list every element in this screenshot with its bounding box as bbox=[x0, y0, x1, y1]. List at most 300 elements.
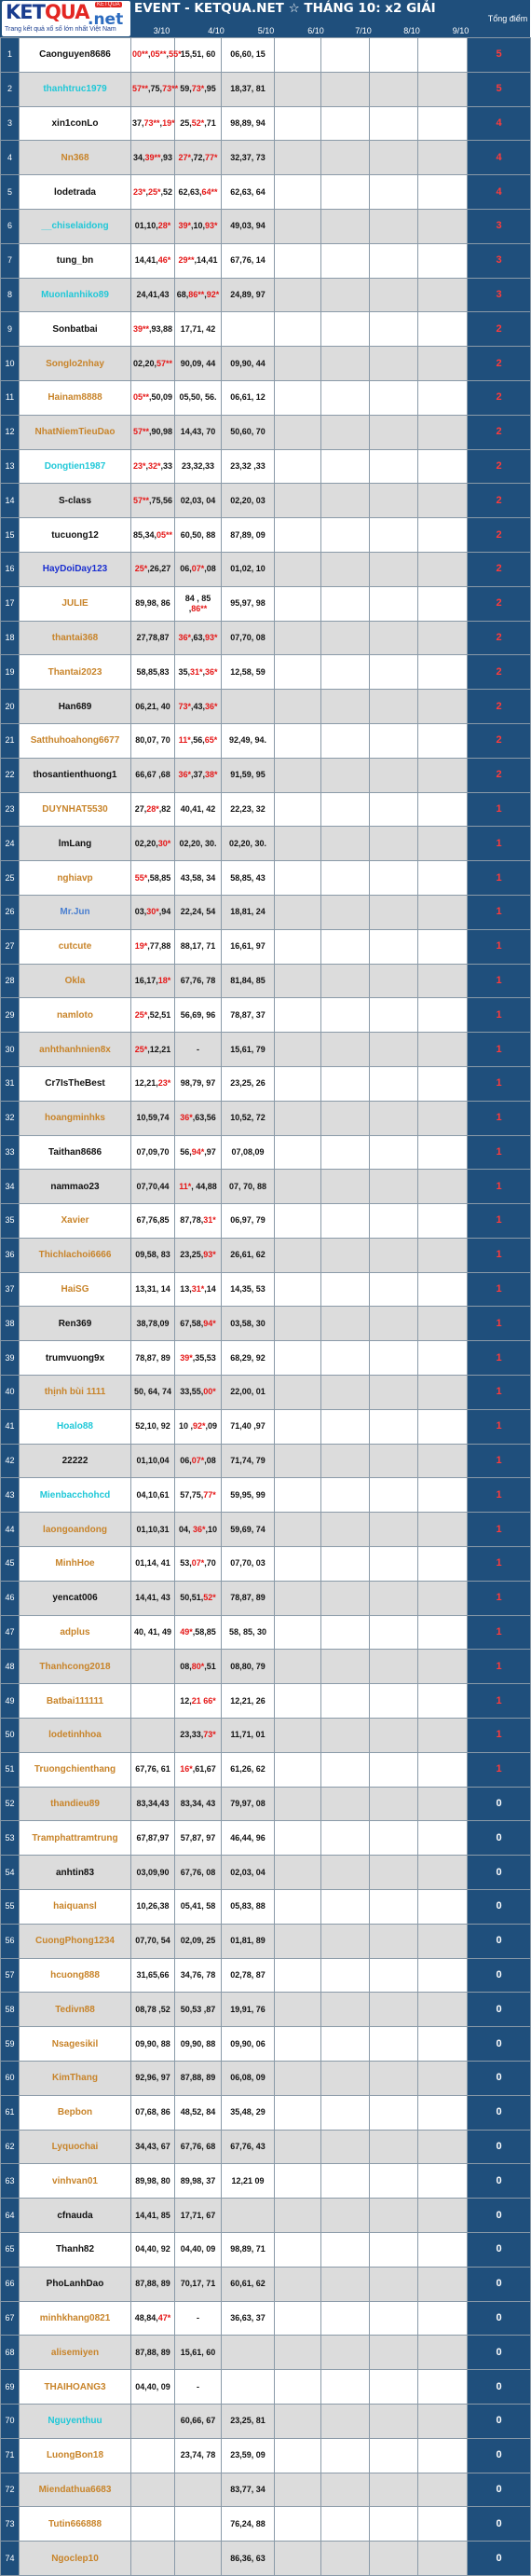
player-name[interactable]: yencat006 bbox=[20, 1581, 131, 1615]
day-pick-6 bbox=[275, 1135, 321, 1170]
day-pick-8 bbox=[370, 106, 418, 141]
day-pick-9 bbox=[418, 2404, 468, 2438]
day-pick-5: 07,70, 03 bbox=[222, 1547, 275, 1582]
total-score: 2 bbox=[468, 723, 531, 758]
table-row bbox=[1, 1787, 531, 1821]
day-pick-6 bbox=[275, 1787, 321, 1821]
day-pick-9 bbox=[418, 2267, 468, 2301]
player-name[interactable]: xin1conLo bbox=[20, 106, 131, 141]
total-score: 1 bbox=[468, 1135, 531, 1170]
day-pick-6 bbox=[275, 1341, 321, 1376]
day-pick-5: 01,81, 89 bbox=[222, 1924, 275, 1958]
player-name[interactable]: lodetinhhoa bbox=[20, 1719, 131, 1753]
day-pick-5: 02,03, 04 bbox=[222, 1856, 275, 1890]
ketqua-logo[interactable] bbox=[2, 1, 130, 36]
player-name[interactable]: nammao23 bbox=[20, 1170, 131, 1204]
day-pick-5: 12,21, 26 bbox=[222, 1684, 275, 1719]
player-name[interactable]: Thantai2023 bbox=[20, 655, 131, 690]
day-pick-9 bbox=[418, 1204, 468, 1239]
day-pick-8 bbox=[370, 1101, 418, 1135]
day-pick-3: 31,65,66 bbox=[131, 1958, 175, 1993]
day-pick-3: 67,87,97 bbox=[131, 1821, 175, 1856]
day-pick-9 bbox=[418, 2027, 468, 2062]
day-pick-6 bbox=[275, 1478, 321, 1513]
player-name[interactable]: Tedivn88 bbox=[20, 1993, 131, 2027]
player-name[interactable]: Okla bbox=[20, 964, 131, 998]
day-pick-7 bbox=[321, 1650, 370, 1684]
day-pick-3: 85,34,05** bbox=[131, 518, 175, 553]
day-pick-3: 58,85,83 bbox=[131, 655, 175, 690]
player-name[interactable]: cutcute bbox=[20, 929, 131, 964]
day-pick-9 bbox=[418, 1238, 468, 1272]
player-name[interactable]: Sonbatbai bbox=[20, 312, 131, 347]
day-pick-9 bbox=[418, 1615, 468, 1650]
day-pick-6 bbox=[275, 347, 321, 381]
day-pick-3 bbox=[131, 2438, 175, 2473]
day-pick-7 bbox=[321, 1101, 370, 1135]
player-name[interactable]: HaiSG bbox=[20, 1272, 131, 1307]
day-pick-6 bbox=[275, 141, 321, 175]
day-pick-4: 35,31*,36* bbox=[175, 655, 222, 690]
page-header bbox=[0, 0, 530, 37]
player-name[interactable]: HayDoiDay123 bbox=[20, 552, 131, 586]
row-rank: 36 bbox=[1, 1238, 20, 1272]
logo-net: .net bbox=[88, 10, 124, 29]
table-row bbox=[1, 106, 531, 141]
total-score: 0 bbox=[468, 2062, 531, 2096]
day-pick-6 bbox=[275, 1066, 321, 1101]
player-name[interactable]: trumvuong9x bbox=[20, 1341, 131, 1376]
player-name[interactable]: Nn368 bbox=[20, 141, 131, 175]
table-row bbox=[1, 895, 531, 929]
player-name[interactable]: Thichlachoi6666 bbox=[20, 1238, 131, 1272]
player-name[interactable]: lodetrada bbox=[20, 175, 131, 210]
day-pick-4 bbox=[175, 2507, 222, 2542]
row-rank: 53 bbox=[1, 1821, 20, 1856]
table-row bbox=[1, 861, 531, 896]
day-pick-7 bbox=[321, 2233, 370, 2268]
day-pick-8 bbox=[370, 1135, 418, 1170]
day-pick-9 bbox=[418, 792, 468, 827]
player-name[interactable]: adplus bbox=[20, 1615, 131, 1650]
day-pick-8 bbox=[370, 2507, 418, 2542]
day-pick-6 bbox=[275, 1856, 321, 1890]
row-rank: 11 bbox=[1, 380, 20, 415]
player-name[interactable]: Caonguyen8686 bbox=[20, 38, 131, 73]
day-pick-8 bbox=[370, 1752, 418, 1787]
day-pick-6 bbox=[275, 2370, 321, 2405]
day-pick-9 bbox=[418, 1650, 468, 1684]
day-pick-7 bbox=[321, 1204, 370, 1239]
player-name[interactable]: S-class bbox=[20, 484, 131, 518]
table-row bbox=[1, 655, 531, 690]
player-name[interactable]: Songlo2nhay bbox=[20, 347, 131, 381]
player-name[interactable]: alisemiyen bbox=[20, 2336, 131, 2370]
total-score: 0 bbox=[468, 1924, 531, 1958]
table-row bbox=[1, 621, 531, 655]
player-name[interactable]: thantai368 bbox=[20, 621, 131, 655]
day-pick-8 bbox=[370, 1033, 418, 1067]
leaderboard-rows bbox=[1, 38, 531, 2576]
total-score: 1 bbox=[468, 1341, 531, 1376]
day-pick-6 bbox=[275, 964, 321, 998]
player-name[interactable]: THAIHOANG3 bbox=[20, 2370, 131, 2405]
day-pick-8 bbox=[370, 723, 418, 758]
day-pick-5: 18,37, 81 bbox=[222, 72, 275, 106]
player-name[interactable]: hoangminhks bbox=[20, 1101, 131, 1135]
day-pick-4: 67,76, 78 bbox=[175, 964, 222, 998]
day-pick-5 bbox=[222, 312, 275, 347]
player-name[interactable]: Han689 bbox=[20, 690, 131, 724]
player-name[interactable]: Nsagesikil bbox=[20, 2027, 131, 2062]
day-pick-5: 58, 85, 30 bbox=[222, 1615, 275, 1650]
day-pick-5: 16,61, 97 bbox=[222, 929, 275, 964]
player-name[interactable]: Ren369 bbox=[20, 1307, 131, 1341]
day-pick-9 bbox=[418, 1719, 468, 1753]
day-pick-9 bbox=[418, 690, 468, 724]
total-score: 2 bbox=[468, 312, 531, 347]
day-pick-3: 55*,58,85 bbox=[131, 861, 175, 896]
day-pick-5: 02,78, 87 bbox=[222, 1958, 275, 1993]
table-row bbox=[1, 1101, 531, 1135]
row-rank: 37 bbox=[1, 1272, 20, 1307]
day-pick-7 bbox=[321, 1272, 370, 1307]
table-row bbox=[1, 2404, 531, 2438]
day-pick-5 bbox=[222, 2370, 275, 2405]
day-pick-5: 78,87, 89 bbox=[222, 1581, 275, 1615]
day-pick-7 bbox=[321, 1135, 370, 1170]
day-pick-5 bbox=[222, 2199, 275, 2233]
player-name[interactable]: Hainam8888 bbox=[20, 380, 131, 415]
day-pick-8 bbox=[370, 1856, 418, 1890]
row-rank: 17 bbox=[1, 586, 20, 621]
player-name[interactable]: vinhvan01 bbox=[20, 2164, 131, 2199]
day-pick-3: 78,87, 89 bbox=[131, 1341, 175, 1376]
day-pick-9 bbox=[418, 2062, 468, 2096]
player-name[interactable]: thosantienthuong1 bbox=[20, 758, 131, 792]
day-pick-3: 24,41,43 bbox=[131, 278, 175, 312]
player-name[interactable]: Bepbon bbox=[20, 2095, 131, 2130]
player-name[interactable]: Cr7IsTheBest bbox=[20, 1066, 131, 1101]
total-score: 0 bbox=[468, 2130, 531, 2164]
day-pick-4: 36*,63,56 bbox=[175, 1101, 222, 1135]
day-pick-8 bbox=[370, 1615, 418, 1650]
day-pick-3: 03,30*,94 bbox=[131, 895, 175, 929]
player-name[interactable]: Taithan8686 bbox=[20, 1135, 131, 1170]
day-pick-4: 50,51,52* bbox=[175, 1581, 222, 1615]
table-row bbox=[1, 2438, 531, 2473]
day-pick-3: 83,34,43 bbox=[131, 1787, 175, 1821]
total-score: 1 bbox=[468, 1033, 531, 1067]
row-rank: 31 bbox=[1, 1066, 20, 1101]
day-pick-6 bbox=[275, 929, 321, 964]
day-pick-6 bbox=[275, 655, 321, 690]
player-name[interactable]: Batbai111111 bbox=[20, 1684, 131, 1719]
day-pick-5: 05,83, 88 bbox=[222, 1890, 275, 1925]
player-name[interactable]: Muonlanhiko89 bbox=[20, 278, 131, 312]
day-pick-4: 57,75,77* bbox=[175, 1478, 222, 1513]
player-name[interactable]: laongoandong bbox=[20, 1513, 131, 1547]
day-pick-5: 35,48, 29 bbox=[222, 2095, 275, 2130]
player-name[interactable]: KimThang bbox=[20, 2062, 131, 2096]
table-row bbox=[1, 1958, 531, 1993]
player-name[interactable]: MinhHoe bbox=[20, 1547, 131, 1582]
day-pick-4: 39*,10,93* bbox=[175, 209, 222, 243]
day-pick-6 bbox=[275, 2507, 321, 2542]
total-score: 0 bbox=[468, 2267, 531, 2301]
day-pick-7 bbox=[321, 655, 370, 690]
day-pick-9 bbox=[418, 2130, 468, 2164]
total-score: 3 bbox=[468, 278, 531, 312]
day-pick-8 bbox=[370, 2301, 418, 2336]
day-pick-3: 02,20,30* bbox=[131, 827, 175, 861]
player-name[interactable]: hcuong888 bbox=[20, 1958, 131, 1993]
player-name[interactable]: namloto bbox=[20, 998, 131, 1033]
day-pick-5: 68,29, 92 bbox=[222, 1341, 275, 1376]
day-pick-9 bbox=[418, 518, 468, 553]
day-pick-4: 02,03, 04 bbox=[175, 484, 222, 518]
day-pick-5: 08,80, 79 bbox=[222, 1650, 275, 1684]
total-score: 5 bbox=[468, 72, 531, 106]
day-pick-4: - bbox=[175, 2370, 222, 2405]
player-name[interactable]: Miendathua6683 bbox=[20, 2473, 131, 2507]
total-score: 1 bbox=[468, 861, 531, 896]
day-pick-9 bbox=[418, 2336, 468, 2370]
row-rank: 50 bbox=[1, 1719, 20, 1753]
day-pick-8 bbox=[370, 827, 418, 861]
day-pick-3: 87,88, 89 bbox=[131, 2336, 175, 2370]
table-row bbox=[1, 347, 531, 381]
total-score: 2 bbox=[468, 552, 531, 586]
day-pick-7 bbox=[321, 2438, 370, 2473]
day-pick-4: 59,73*,95 bbox=[175, 72, 222, 106]
total-score: 1 bbox=[468, 1615, 531, 1650]
player-name[interactable]: cfnauda bbox=[20, 2199, 131, 2233]
day-pick-8 bbox=[370, 1238, 418, 1272]
day-pick-8 bbox=[370, 1993, 418, 2027]
player-name[interactable]: Thanh82 bbox=[20, 2233, 131, 2268]
day-pick-8 bbox=[370, 72, 418, 106]
player-name[interactable]: LuongBon18 bbox=[20, 2438, 131, 2473]
day-pick-4: 39*,35,53 bbox=[175, 1341, 222, 1376]
day-pick-4: 22,24, 54 bbox=[175, 895, 222, 929]
player-name[interactable]: anhthanhnien8x bbox=[20, 1033, 131, 1067]
day-pick-7 bbox=[321, 2199, 370, 2233]
day-pick-6 bbox=[275, 1238, 321, 1272]
day-pick-4: 36*,37,38* bbox=[175, 758, 222, 792]
col-header-7-10: 7/10 bbox=[355, 26, 372, 35]
day-pick-4: 62,63,64** bbox=[175, 175, 222, 210]
table-row bbox=[1, 380, 531, 415]
player-name[interactable]: DUYNHAT5530 bbox=[20, 792, 131, 827]
player-name[interactable]: nghiavp bbox=[20, 861, 131, 896]
day-pick-8 bbox=[370, 1821, 418, 1856]
player-name[interactable]: anhtin83 bbox=[20, 1856, 131, 1890]
row-rank: 38 bbox=[1, 1307, 20, 1341]
table-row bbox=[1, 72, 531, 106]
day-pick-5: 14,35, 53 bbox=[222, 1272, 275, 1307]
day-pick-5: 61,26, 62 bbox=[222, 1752, 275, 1787]
day-pick-9 bbox=[418, 2301, 468, 2336]
row-rank: 7 bbox=[1, 243, 20, 278]
day-pick-9 bbox=[418, 1752, 468, 1787]
player-name[interactable]: CuongPhong1234 bbox=[20, 1924, 131, 1958]
day-pick-9 bbox=[418, 1547, 468, 1582]
player-name[interactable]: Tutin666888 bbox=[20, 2507, 131, 2542]
row-rank: 56 bbox=[1, 1924, 20, 1958]
day-pick-5: 11,71, 01 bbox=[222, 1719, 275, 1753]
day-pick-7 bbox=[321, 1993, 370, 2027]
table-row bbox=[1, 2336, 531, 2370]
day-pick-8 bbox=[370, 2404, 418, 2438]
day-pick-5: 23,25, 26 bbox=[222, 1066, 275, 1101]
day-pick-3: 52,10, 92 bbox=[131, 1409, 175, 1444]
player-name[interactable]: lmLang bbox=[20, 827, 131, 861]
day-pick-4: 16*,61,67 bbox=[175, 1752, 222, 1787]
player-name[interactable]: thịnh bùi 1111 bbox=[20, 1376, 131, 1410]
day-pick-8 bbox=[370, 2267, 418, 2301]
day-pick-8 bbox=[370, 209, 418, 243]
total-score: 1 bbox=[468, 1307, 531, 1341]
player-name[interactable]: 22222 bbox=[20, 1444, 131, 1478]
day-pick-3 bbox=[131, 2542, 175, 2576]
day-pick-4: 06,07*,08 bbox=[175, 552, 222, 586]
player-name[interactable]: Mr.Jun bbox=[20, 895, 131, 929]
total-score: 0 bbox=[468, 2027, 531, 2062]
player-name[interactable]: Dongtien1987 bbox=[20, 449, 131, 484]
total-score: 0 bbox=[468, 2473, 531, 2507]
player-name[interactable]: PhoLanhDao bbox=[20, 2267, 131, 2301]
table-row bbox=[1, 1409, 531, 1444]
day-pick-9 bbox=[418, 1101, 468, 1135]
table-row bbox=[1, 1650, 531, 1684]
total-score: 0 bbox=[468, 1856, 531, 1890]
player-name[interactable]: haiquansl bbox=[20, 1890, 131, 1925]
day-pick-5: 24,89, 97 bbox=[222, 278, 275, 312]
table-row bbox=[1, 1821, 531, 1856]
player-name[interactable]: JULIE bbox=[20, 586, 131, 621]
player-name[interactable]: Satthuhoahong6677 bbox=[20, 723, 131, 758]
total-score: 1 bbox=[468, 998, 531, 1033]
day-pick-8 bbox=[370, 929, 418, 964]
day-pick-4: 60,50, 88 bbox=[175, 518, 222, 553]
player-name[interactable]: tung_bn bbox=[20, 243, 131, 278]
table-row bbox=[1, 1684, 531, 1719]
total-score: 4 bbox=[468, 106, 531, 141]
day-pick-6 bbox=[275, 2301, 321, 2336]
player-name[interactable]: Mienbacchohcd bbox=[20, 1478, 131, 1513]
day-pick-9 bbox=[418, 1856, 468, 1890]
player-name[interactable]: Nguyenthuu bbox=[20, 2404, 131, 2438]
day-pick-9 bbox=[418, 861, 468, 896]
day-pick-6 bbox=[275, 2438, 321, 2473]
row-rank: 40 bbox=[1, 1376, 20, 1410]
day-pick-8 bbox=[370, 2233, 418, 2268]
day-pick-3: 01,14, 41 bbox=[131, 1547, 175, 1582]
day-pick-4: 15,51, 60 bbox=[175, 38, 222, 73]
day-pick-6 bbox=[275, 1615, 321, 1650]
player-name[interactable]: __chiselaidong bbox=[20, 209, 131, 243]
day-pick-9 bbox=[418, 1787, 468, 1821]
logo-badge: KETQUA bbox=[97, 2, 120, 7]
table-row bbox=[1, 209, 531, 243]
day-pick-4: 08,80*,51 bbox=[175, 1650, 222, 1684]
player-name[interactable]: Lyquochai bbox=[20, 2130, 131, 2164]
player-name[interactable]: Ngoclep10 bbox=[20, 2542, 131, 2576]
day-pick-8 bbox=[370, 141, 418, 175]
day-pick-4: 23,33,73* bbox=[175, 1719, 222, 1753]
day-pick-7 bbox=[321, 2370, 370, 2405]
player-name[interactable]: thandieu89 bbox=[20, 1787, 131, 1821]
day-pick-8 bbox=[370, 690, 418, 724]
day-pick-6 bbox=[275, 243, 321, 278]
table-row bbox=[1, 2027, 531, 2062]
row-rank: 24 bbox=[1, 827, 20, 861]
player-name[interactable]: Xavier bbox=[20, 1204, 131, 1239]
day-pick-4: 49*,58,85 bbox=[175, 1615, 222, 1650]
row-rank: 26 bbox=[1, 895, 20, 929]
day-pick-3: 57**,90,98 bbox=[131, 415, 175, 449]
day-pick-5: 06,08, 09 bbox=[222, 2062, 275, 2096]
total-score: 3 bbox=[468, 209, 531, 243]
day-pick-6 bbox=[275, 1307, 321, 1341]
total-score: 2 bbox=[468, 655, 531, 690]
table-row bbox=[1, 1033, 531, 1067]
player-name[interactable]: tucuong12 bbox=[20, 518, 131, 553]
day-pick-9 bbox=[418, 723, 468, 758]
player-name[interactable]: minhkhang0821 bbox=[20, 2301, 131, 2336]
day-pick-9 bbox=[418, 1993, 468, 2027]
day-pick-9 bbox=[418, 38, 468, 73]
day-pick-5: 06,60, 15 bbox=[222, 38, 275, 73]
row-rank: 45 bbox=[1, 1547, 20, 1582]
player-name[interactable]: NhatNiemTieuDao bbox=[20, 415, 131, 449]
day-pick-8 bbox=[370, 2130, 418, 2164]
player-name[interactable]: Tramphattramtrung bbox=[20, 1821, 131, 1856]
day-pick-7 bbox=[321, 758, 370, 792]
day-pick-3: 80,07, 70 bbox=[131, 723, 175, 758]
day-pick-4: 13,31*,14 bbox=[175, 1272, 222, 1307]
day-pick-7 bbox=[321, 723, 370, 758]
day-pick-5: 07, 70, 88 bbox=[222, 1170, 275, 1204]
day-pick-6 bbox=[275, 1513, 321, 1547]
day-pick-3: 14,41, 85 bbox=[131, 2199, 175, 2233]
day-pick-5: 15,61, 79 bbox=[222, 1033, 275, 1067]
day-pick-4: 09,90, 88 bbox=[175, 2027, 222, 2062]
day-pick-4: 29**,14,41 bbox=[175, 243, 222, 278]
day-pick-3: 07,09,70 bbox=[131, 1135, 175, 1170]
player-name[interactable]: Truongchienthang bbox=[20, 1752, 131, 1787]
total-score: 1 bbox=[468, 1101, 531, 1135]
player-name[interactable]: Thanhcong2018 bbox=[20, 1650, 131, 1684]
day-pick-7 bbox=[321, 1924, 370, 1958]
day-pick-3: 48,84,47* bbox=[131, 2301, 175, 2336]
day-pick-6 bbox=[275, 72, 321, 106]
day-pick-7 bbox=[321, 1238, 370, 1272]
total-score: 1 bbox=[468, 1376, 531, 1410]
day-pick-9 bbox=[418, 895, 468, 929]
player-name[interactable]: Hoalo88 bbox=[20, 1409, 131, 1444]
player-name[interactable]: thanhtruc1979 bbox=[20, 72, 131, 106]
day-pick-5: 59,69, 74 bbox=[222, 1513, 275, 1547]
day-pick-3: 00**,05**,55* bbox=[131, 38, 175, 73]
table-row bbox=[1, 1856, 531, 1890]
day-pick-8 bbox=[370, 552, 418, 586]
table-row bbox=[1, 2199, 531, 2233]
day-pick-5: 86,36, 63 bbox=[222, 2542, 275, 2576]
day-pick-6 bbox=[275, 621, 321, 655]
day-pick-7 bbox=[321, 1341, 370, 1376]
